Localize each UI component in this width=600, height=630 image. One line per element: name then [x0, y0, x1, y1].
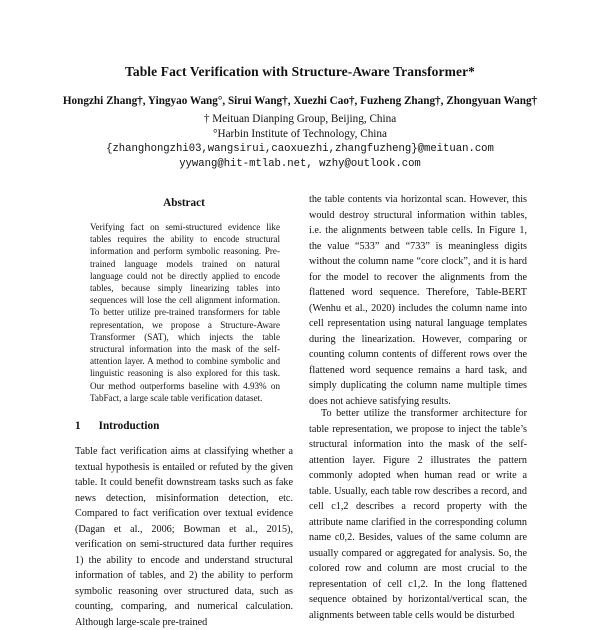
- section-heading: [75, 420, 177, 432]
- section-title: Introduction: [98, 420, 160, 432]
- abstract-heading: Abstract: [163, 197, 205, 209]
- right-column-paragraph-2: To better utilize the transformer architecture for table representation, we propose to inject the table’s structural information into the mask of the self-attention layer. Figure 2 illustrates the pattern commonly adopted when human read or write a table. Usually, each table row describes a record, and cell c1,2 describes a record property with the attribute name clarified in the corresponding column name c0,2. Besides, values of the same column are usually compared or aggregated for analysis. So, the colored row and column are most crucial to the representation of cell c1,2. In the long flattened sequence obtained by horizontal/vertical scan, the alignments between table cells would be disturbed: [309, 408, 527, 621]
- email-line-1: {zhanghongzhi03,wangsirui,caoxuezhi,zhangfuzheng}@meituan.com: [106, 143, 494, 155]
- paper-title: Table Fact Verification with Structure-Aware Transformer*: [124, 64, 476, 79]
- section-number: 1: [75, 420, 81, 432]
- affiliation-meituan: † Meituan Dianping Group, Beijing, China: [203, 113, 397, 125]
- author-list: Hongzhi Zhang†, Yingyao Wang°, Sirui Wang†, Xuezhi Cao†, Fuzheng Zhang†, Zhongyuan Wang†: [62, 95, 538, 107]
- right-column-paragraph-1: the table contents via horizontal scan. However, this would destroy structural information within tables, i.e. the alignments between table cells. In Figure 1, the value “533” and “733” is meaningless digits without the column name “core clock”, and it is hard for the model to recover the alignments from the flattened word sequence. Therefore, Table-BERT (Wenhu et al., 2020) includes the column name into cell representation using natural language templates during the linearization. However, comparing or counting column contents of different rows over the flattened word sequence remains a hard task, and simply duplicating the column name multiple times does not achieve satisfying results.: [309, 194, 527, 407]
- affiliation-harbin: °Harbin Institute of Technology, China: [213, 128, 387, 140]
- email-line-2: yywang@hit-mtlab.net, wzhy@outlook.com: [179, 158, 421, 170]
- introduction-text: Table fact verification aims at classifying whether a textual hypothesis is entailed or refuted by the given table. It could benefit downstream tasks such as fake news detection, misinformation detection, etc. Compared to fact verification over textual evidence (Dagan et al., 2006; Bowman et al., 2015), verification on semi-structured data further requires 1) the ability to encode and understand structural information of tables, and 2) the ability to perform symbolic reasoning over structured data, such as counting, comparing, and numerical calculation. Although large-scale pre-trained: [75, 446, 293, 628]
- abstract-text: Verifying fact on semi-structured evidence like tables requires the ability to encode structural information and perform symbolic reasoning. Pre-trained language models trained on natural language could not be directly applied to encode tables, because simply linearizing tables into sequences will lose the cell alignment information. To better utilize pre-trained transformers for table representation, we propose a Structure-Aware Transformer (SAT), which injects the table structural information into the mask of the self-attention layer. A method to combine symbolic and linguistic reasoning is also explored for this task. Our method outperforms baseline with 4.93% on TabFact, a large scale table verification dataset.: [90, 222, 280, 403]
